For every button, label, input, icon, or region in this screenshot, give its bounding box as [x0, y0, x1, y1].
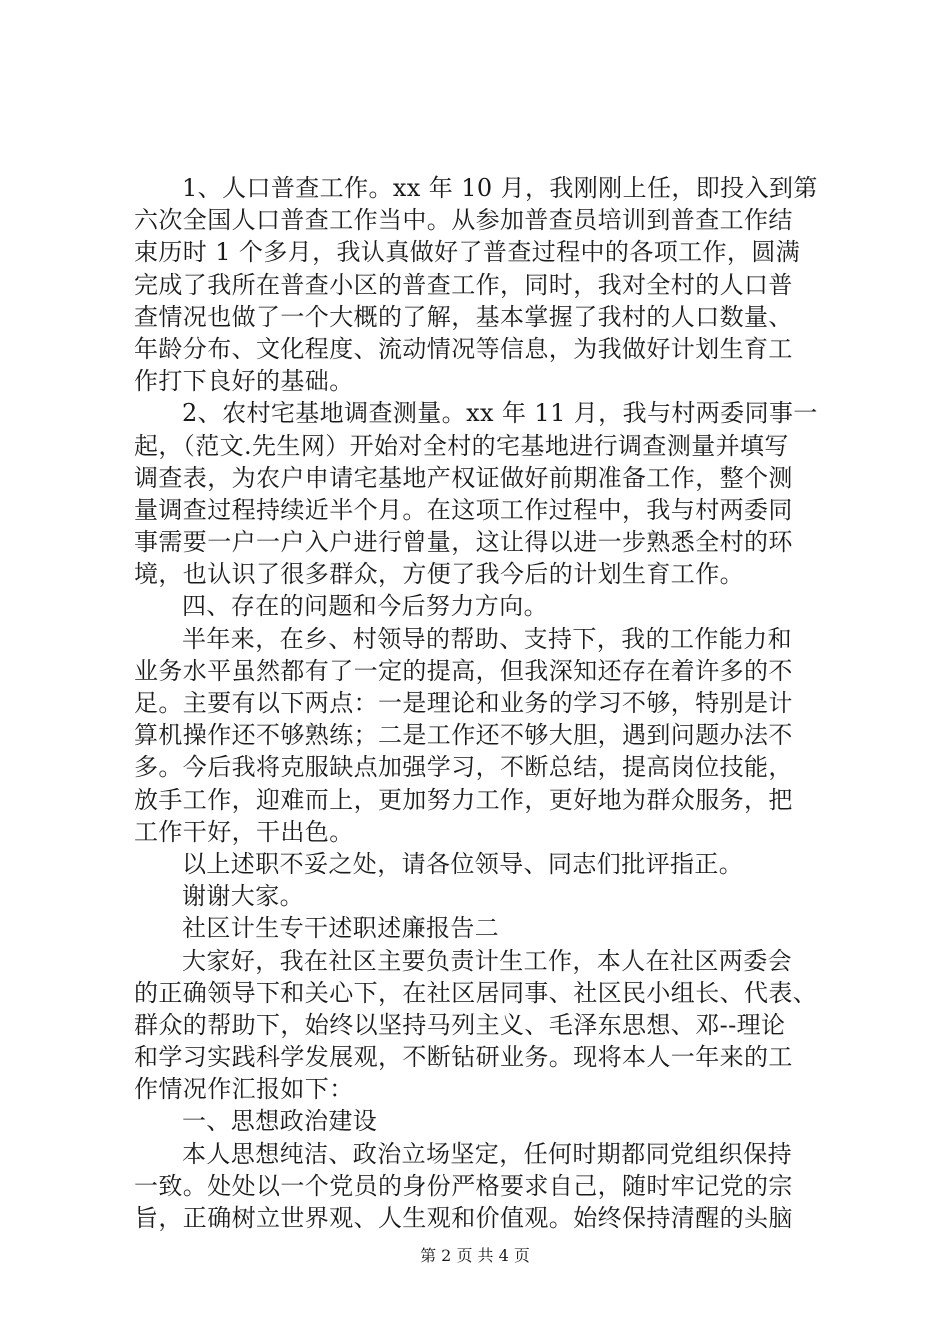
text-line: 境，也认识了很多群众，方便了我今后的计划生育工作。: [134, 560, 744, 589]
text-line: 量调查过程持续近半个月。在这项工作过程中，我与村两委同: [134, 495, 793, 524]
text-line: 1、人口普查工作。xx 年 10 月，我刚刚上任，即投入到第: [182, 174, 818, 202]
text-line: 六次全国人口普查工作当中。从参加普查员培训到普查工作结: [134, 206, 793, 235]
text-line: 群众的帮助下，始终以坚持马列主义、毛泽东思想、邓--理论: [134, 1010, 786, 1039]
text-line: 业务水平虽然都有了一定的提高，但我深知还存在着许多的不: [134, 656, 793, 685]
text-line: 起，（范文.先生网）开始对全村的宅基地进行调查测量并填写: [134, 431, 789, 460]
text-line: 作打下良好的基础。: [134, 367, 354, 396]
text-line: 以上述职不妥之处，请各位领导、同志们批评指正。: [182, 849, 744, 878]
text-line: 旨，正确树立世界观、人生观和价值观。始终保持清醒的头脑: [134, 1204, 793, 1232]
text-line: 2、农村宅基地调查测量。xx 年 11 月，我与村两委同事一: [182, 399, 818, 428]
text-line: 年龄分布、文化程度、流动情况等信息，为我做好计划生育工: [134, 334, 793, 363]
text-line: 的正确领导下和关心下，在社区居同事、社区民小组长、代表、: [134, 978, 818, 1007]
text-line: 四、存在的问题和今后努力方向。: [182, 592, 548, 621]
page-footer: 第 2 页 共 4 页: [420, 1246, 530, 1265]
text-line: 大家好，我在社区主要负责计生工作，本人在社区两委会: [182, 946, 792, 975]
text-line: 束历时 1 个多月，我认真做好了普查过程中的各项工作，圆满: [134, 238, 801, 267]
text-line: 社区计生专干述职述廉报告二: [182, 914, 500, 943]
text-line: 一致。处处以一个党员的身份严格要求自己，随时牢记党的宗: [134, 1171, 793, 1200]
text-line: 足。主要有以下两点：一是理论和业务的学习不够，特别是计: [134, 689, 793, 717]
text-line: 算机操作还不够熟练；二是工作还不够大胆，遇到问题办法不: [134, 721, 793, 750]
text-line: 一、思想政治建设: [182, 1107, 378, 1136]
text-line: 工作干好，干出色。: [134, 817, 354, 846]
text-line: 调查表，为农户申请宅基地产权证做好前期准备工作，整个测: [134, 463, 793, 492]
text-line: 和学习实践科学发展观，不断钻研业务。现将本人一年来的工: [134, 1043, 793, 1072]
text-line: 完成了我所在普查小区的普查工作，同时，我对全村的人口普: [134, 270, 793, 299]
text-line: 事需要一户一户入户进行曾量，这让得以进一步熟悉全村的环: [134, 528, 793, 557]
text-line: 作情况作汇报如下：: [134, 1075, 354, 1104]
text-line: 多。今后我将克服缺点加强学习，不断总结，提高岗位技能，: [134, 753, 793, 782]
text-line: 半年来，在乡、村领导的帮助、支持下，我的工作能力和: [182, 624, 792, 653]
text-line: 放手工作，迎难而上，更加努力工作，更好地为群众服务，把: [134, 785, 793, 814]
document-body: [134, 172, 834, 1234]
text-line: 本人思想纯洁、政治立场坚定，任何时期都同党组织保持: [182, 1139, 792, 1168]
text-line: 查情况也做了一个大概的了解，基本掌握了我村的人口数量、: [134, 302, 793, 331]
text-line: 谢谢大家。: [182, 882, 304, 911]
